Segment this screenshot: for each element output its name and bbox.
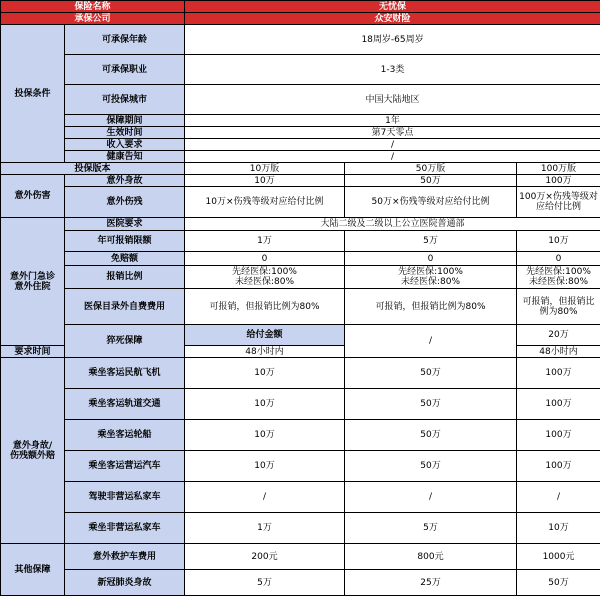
row-label: 健康告知 xyxy=(65,151,185,163)
row-value: 可报销，但报销比例为80% xyxy=(345,289,517,325)
row-label: 乘坐非营运私家车 xyxy=(65,513,185,544)
row-value: 10万 xyxy=(185,358,345,389)
table-row xyxy=(1,25,600,55)
row-value xyxy=(185,266,345,289)
row-value: 1000元 xyxy=(517,544,600,570)
row-value: 大陆二级及二级以上公立医院普通部 xyxy=(185,218,600,231)
ratio-line: 未经医保:80% xyxy=(401,277,460,287)
row-value: 10万 xyxy=(185,451,345,482)
plan-version-label: 投保版本 xyxy=(1,163,185,175)
plan-name: 50万版 xyxy=(345,163,517,175)
row-value: 可报销，但报销比例为80% xyxy=(517,289,600,325)
row-label: 驾驶非营运私家车 xyxy=(65,482,185,513)
row-value: 100万 xyxy=(517,420,600,451)
row-value: 5万 xyxy=(345,231,517,252)
row-value: 100万 xyxy=(517,451,600,482)
row-label: 可承保职业 xyxy=(65,55,185,85)
row-label: 意外救护车费用 xyxy=(65,544,185,570)
row-value: 100万 xyxy=(517,389,600,420)
row-label: 乘坐客运民航飞机 xyxy=(65,358,185,389)
plan-name: 100万版 xyxy=(517,163,600,175)
row-label: 意外伤残 xyxy=(65,187,185,218)
row-label: 可承保年龄 xyxy=(65,25,185,55)
table-row xyxy=(1,289,600,325)
row-value: 48小时内 xyxy=(517,346,600,358)
section-eligibility-label: 投保条件 xyxy=(1,25,65,163)
table-row xyxy=(1,85,600,115)
ratio-line: 先经医保:100% xyxy=(526,267,591,277)
row-value: 1万 xyxy=(185,513,345,544)
row-value: 1万 xyxy=(185,231,345,252)
section-medical-label xyxy=(1,218,65,346)
row-value: 5万 xyxy=(185,570,345,596)
row-value: 48小时内 xyxy=(185,346,345,358)
row-value: 0 xyxy=(185,252,345,266)
row-label: 年可报销限额 xyxy=(65,231,185,252)
section-sudden-death-label: 猝死保障 xyxy=(65,325,185,358)
product-name: 无忧保 xyxy=(185,1,600,13)
row-value: 50万 xyxy=(345,175,517,187)
row-value: 25万 xyxy=(345,570,517,596)
plan-version-row xyxy=(1,163,600,175)
row-value: 200元 xyxy=(185,544,345,570)
row-value: 100万 xyxy=(517,175,600,187)
table-row xyxy=(1,451,600,482)
row-value: 10万 xyxy=(185,389,345,420)
row-value: 中国大陆地区 xyxy=(185,85,600,115)
section-other-label: 其他保障 xyxy=(1,544,65,596)
row-label: 要求时间 xyxy=(1,346,65,358)
table-row xyxy=(1,513,600,544)
row-label: 保障期间 xyxy=(65,115,185,127)
row-label: 可投保城市 xyxy=(65,85,185,115)
row-value: / xyxy=(185,482,345,513)
row-label: 乘坐客运营运汽车 xyxy=(65,451,185,482)
table-row xyxy=(1,420,600,451)
row-label: 免赔额 xyxy=(65,252,185,266)
table-row xyxy=(1,231,600,252)
section-transport-label-line1: 意外身故/ xyxy=(13,441,52,451)
table-row xyxy=(1,482,600,513)
row-value: 10万 xyxy=(517,513,600,544)
row-value: / xyxy=(517,482,600,513)
section-transport-label xyxy=(1,358,65,544)
row-value: 800元 xyxy=(345,544,517,570)
row-value: 可报销，但报销比例为80% xyxy=(185,289,345,325)
table-row xyxy=(1,151,600,163)
row-value: 10万 xyxy=(517,231,600,252)
row-value: 1-3类 xyxy=(185,55,600,85)
ratio-line: 未经医保:80% xyxy=(235,277,294,287)
row-value: 5万 xyxy=(345,513,517,544)
header-row-company xyxy=(1,13,600,25)
row-value: 18周岁-65周岁 xyxy=(185,25,600,55)
ratio-line: 先经医保:100% xyxy=(232,267,297,277)
row-value: 50万 xyxy=(345,420,517,451)
row-value: / xyxy=(345,482,517,513)
table-row xyxy=(1,175,600,187)
row-value: / xyxy=(185,151,600,163)
table-row xyxy=(1,139,600,151)
table-row xyxy=(1,187,600,218)
row-label: 意外身故 xyxy=(65,175,185,187)
row-value: 100万×伤残等级对应给付比例 xyxy=(517,187,600,218)
row-value: 50万×伤残等级对应给付比例 xyxy=(345,187,517,218)
table-row xyxy=(1,266,600,289)
row-label: 医院要求 xyxy=(65,218,185,231)
plan-name: 10万版 xyxy=(185,163,345,175)
table-row xyxy=(1,252,600,266)
row-value: 50万 xyxy=(345,358,517,389)
table-row xyxy=(1,570,600,596)
row-value: 10万 xyxy=(185,175,345,187)
table-row xyxy=(1,325,600,346)
row-value xyxy=(345,266,517,289)
row-value: / xyxy=(185,139,600,151)
row-value: 10万×伤残等级对应给付比例 xyxy=(185,187,345,218)
table-row xyxy=(1,115,600,127)
product-name-label: 保险名称 xyxy=(1,1,185,13)
table-row xyxy=(1,544,600,570)
row-value: / xyxy=(345,325,517,358)
row-label: 给付金额 xyxy=(185,325,345,346)
row-label: 生效时间 xyxy=(65,127,185,139)
row-label: 新冠肺炎身故 xyxy=(65,570,185,596)
row-value xyxy=(517,266,600,289)
row-label: 医保目录外自费费用 xyxy=(65,289,185,325)
section-accident-label: 意外伤害 xyxy=(1,175,65,218)
section-transport-label-line2: 伤残额外赔 xyxy=(10,451,55,461)
row-value: 0 xyxy=(345,252,517,266)
row-value: 50万 xyxy=(517,570,600,596)
row-label: 乘坐客运轨道交通 xyxy=(65,389,185,420)
row-value: 第7天零点 xyxy=(185,127,600,139)
table-row xyxy=(1,55,600,85)
company-name: 众安财险 xyxy=(185,13,600,25)
table-row xyxy=(1,218,600,231)
section-medical-label-line1: 意外门急诊 xyxy=(10,272,55,282)
row-value: 50万 xyxy=(345,389,517,420)
row-value: 0 xyxy=(517,252,600,266)
table-row xyxy=(1,358,600,389)
row-value: 20万 xyxy=(517,325,600,346)
row-label: 乘坐客运轮船 xyxy=(65,420,185,451)
row-value: 100万 xyxy=(517,358,600,389)
ratio-line: 未经医保:80% xyxy=(529,277,588,287)
row-label: 收入要求 xyxy=(65,139,185,151)
table-row xyxy=(1,389,600,420)
row-value: 1年 xyxy=(185,115,600,127)
ratio-line: 先经医保:100% xyxy=(398,267,463,277)
row-label: 报销比例 xyxy=(65,266,185,289)
company-label: 承保公司 xyxy=(1,13,185,25)
row-value: 10万 xyxy=(185,420,345,451)
table-row xyxy=(1,127,600,139)
section-medical-label-line2: 意外住院 xyxy=(14,282,50,292)
header-row-name xyxy=(1,1,600,13)
row-value: 50万 xyxy=(345,451,517,482)
